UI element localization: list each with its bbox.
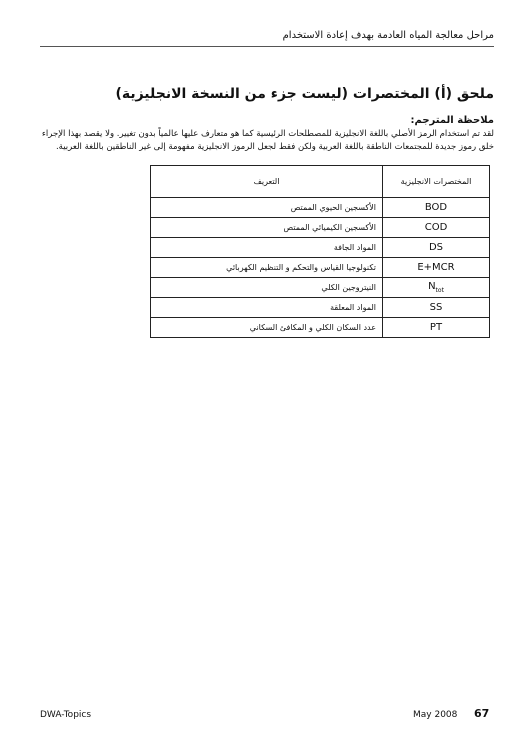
table-row [151, 218, 490, 238]
header-abbreviation: المختصرات الانجليزية [383, 166, 490, 198]
note-line-2: خلق رموز جديدة للمجتمعات الناطقة باللغة العربية ولكن فقط لجعل الرموز الانجليزية مفهومة إلى غير الناطقين باللغة العربية. [55, 142, 494, 152]
header-title: مراحل معالجة المياه العادمة بهدف إعادة الاستخدام [282, 30, 494, 41]
section-heading: ملحق (أ) المختصرات (ليست جزء من النسخة الانجليزية) [115, 86, 494, 102]
table-row [151, 258, 490, 278]
definition-cell: الأكسجين الكيميائي الممتص [151, 218, 383, 238]
table-row [151, 318, 490, 338]
header-definition: التعريف [151, 166, 383, 198]
definition-cell: عدد السكان الكلي و المكافئ السكاني [151, 318, 383, 338]
abbreviations-table [150, 165, 490, 338]
table-header-row [151, 166, 490, 198]
table-row [151, 278, 490, 298]
footer-series: DWA-Topics [40, 710, 92, 720]
abbreviation-cell: SS [383, 298, 490, 318]
abbreviation-cell: PT [383, 318, 490, 338]
table-row [151, 238, 490, 258]
definition-cell: الأكسجين الحيوي الممتص [151, 198, 383, 218]
definition-cell: تكنولوجيا القياس والتحكم و التنظيم الكهربائي [151, 258, 383, 278]
abbreviation-cell [383, 278, 490, 298]
footer-date: May 2008 [413, 710, 458, 720]
abbreviation-cell: DS [383, 238, 490, 258]
definition-cell: النيتروجين الكلي [151, 278, 383, 298]
translator-note [36, 128, 494, 154]
abbreviation-cell: E+MCR [383, 258, 490, 278]
abbreviation-subscript: tot [435, 287, 444, 294]
page-number: 67 [474, 707, 490, 720]
definition-cell: المواد الجافة [151, 238, 383, 258]
note-line-1: لقد تم استخدام الرمز الأصلي باللغة الانجليزية للمصطلحات الرئيسية كما هو متعارف عليها عالمياً بدون تغيير. ولا يقصد بهذا الإجراء [41, 129, 494, 139]
translator-note-title: ملاحظة المترجم: [410, 115, 494, 126]
abbreviation-cell: BOD [383, 198, 490, 218]
table-row [151, 198, 490, 218]
running-header [40, 26, 494, 47]
definition-cell: المواد المعلقة [151, 298, 383, 318]
abbreviation-cell: COD [383, 218, 490, 238]
abbreviation-text: N [428, 281, 436, 292]
table-row [151, 298, 490, 318]
